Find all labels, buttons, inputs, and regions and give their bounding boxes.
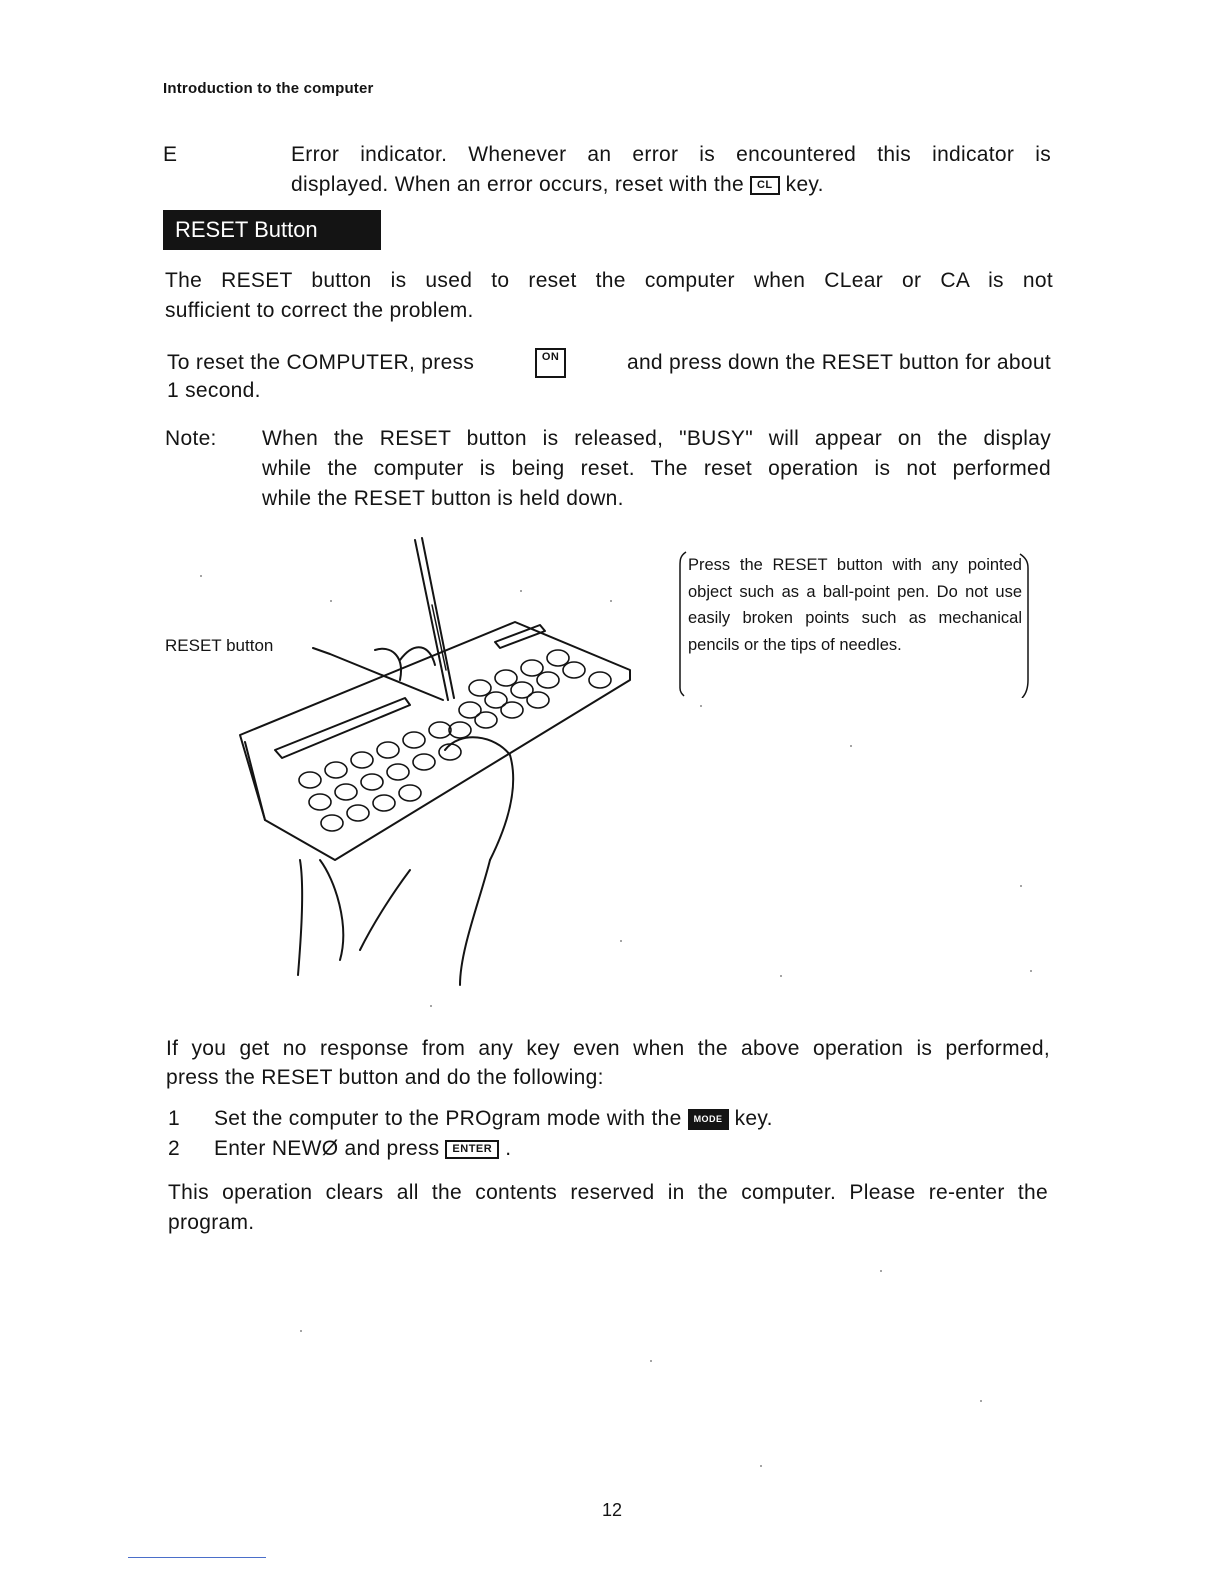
error-line-2-text: displayed. When an error occurs, reset with the (291, 173, 744, 196)
reset-instruction-line-2: 1 second. (167, 379, 261, 402)
callout-text: Press the RESET button with any pointed object such as a ball-point pen. Do not use easily broken points such as mechanical pencils or the tips of needles. (688, 556, 1022, 654)
step-2-end: . (505, 1137, 512, 1160)
reset-button-label: RESET button (165, 636, 274, 655)
intro-line-2: sufficient to correct the problem. (165, 299, 474, 322)
no-response-line-1: If you get no response from any key even when the above operation is performed, (166, 1037, 1050, 1060)
step-1-text: Set the computer to the PROgram mode with the (214, 1107, 682, 1130)
step-1-number: 1 (168, 1107, 180, 1130)
callout-box (676, 548, 1030, 698)
closing-line-2: program. (168, 1211, 255, 1234)
reset-illustration (160, 530, 680, 1000)
reset-instruction-text: To reset the COMPUTER, press (167, 351, 475, 374)
no-response-line-2: press the RESET button and do the following: (166, 1066, 604, 1089)
note-label: Note: (165, 427, 217, 450)
error-line-2-end: key. (785, 173, 824, 196)
hand-finger (445, 737, 513, 860)
mode-key-icon: MODE (688, 1109, 729, 1130)
note-line-1: When the RESET button is released, "BUSY" will appear on the display (262, 427, 1051, 450)
step-1-end: key. (734, 1107, 773, 1130)
intro-line-1: The RESET button is used to reset the computer when CLear or CA is not (165, 269, 1053, 292)
reset-instruction-line-1 (167, 348, 1051, 378)
cl-key-icon: CL (750, 176, 780, 195)
error-letter: E (163, 143, 178, 166)
section-heading: RESET Button (163, 210, 381, 250)
step-2 (214, 1134, 511, 1164)
reset-instruction-end: and press down the RESET button for about (626, 351, 1051, 374)
hand-thumb (375, 649, 401, 680)
step-2-text: Enter NEWØ and press (214, 1137, 440, 1160)
on-key-icon: ON (535, 348, 567, 378)
footer-rule (128, 1557, 266, 1558)
label-leader-line (313, 648, 443, 700)
note-line-3: while the RESET button is held down. (262, 487, 624, 510)
error-line-2 (291, 170, 824, 200)
error-line-1: Error indicator. Whenever an error is encountered this indicator is (291, 143, 1051, 166)
pen-left-edge (415, 540, 448, 700)
running-header: Introduction to the computer (163, 80, 374, 97)
closing-line-1: This operation clears all the contents reserved in the computer. Please re-enter the (168, 1181, 1048, 1204)
note-line-2: while the computer is being reset. The reset operation is not performed (262, 457, 1051, 480)
page-number: 12 (601, 1500, 623, 1520)
step-2-number: 2 (168, 1137, 180, 1160)
lcd-display (275, 698, 410, 758)
enter-key-icon: ENTER (445, 1140, 499, 1159)
step-1 (214, 1104, 773, 1134)
